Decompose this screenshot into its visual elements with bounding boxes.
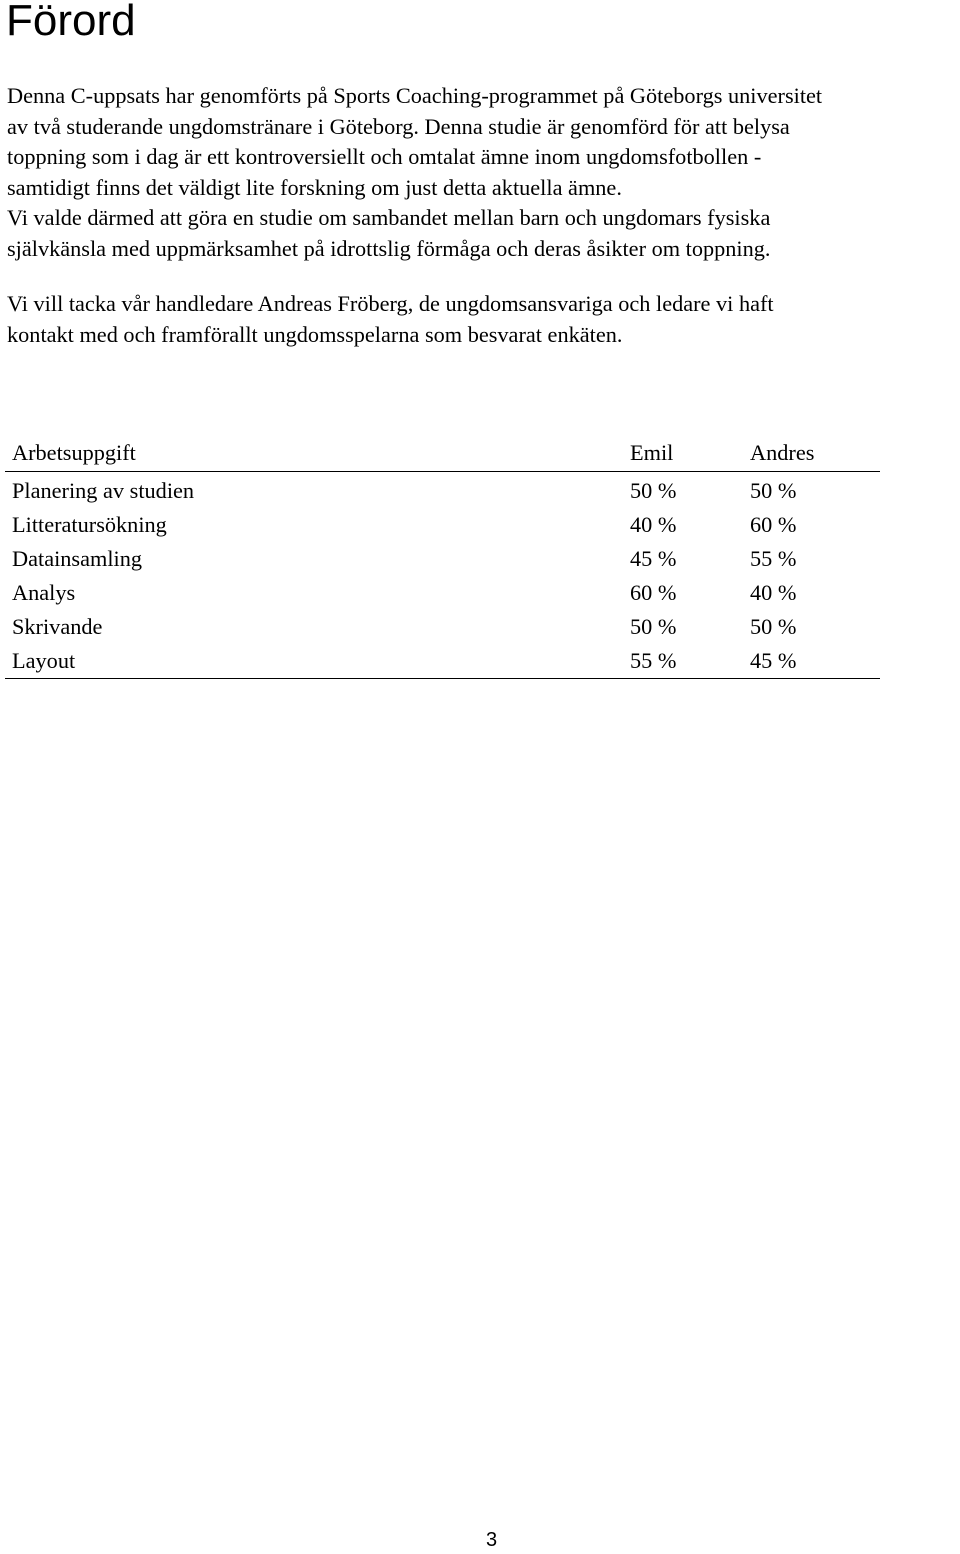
page-number: 3 [486, 1529, 498, 1551]
table-row [5, 546, 880, 580]
acknowledgement-paragraph [7, 289, 774, 350]
header-andres: Andres [750, 440, 815, 465]
work-distribution-table [5, 442, 880, 679]
emil-cell: 40 % [630, 512, 677, 537]
andres-cell: 50 % [750, 478, 797, 503]
andres-cell: 45 % [750, 648, 797, 673]
paragraph-line: toppning som i dag är ett kontroversiellt och omtalat ämne inom ungdomsfotbollen - [7, 144, 762, 169]
table-header-row [5, 442, 880, 472]
page-heading: Förord [6, 0, 136, 45]
emil-cell: 50 % [630, 614, 677, 639]
task-cell: Planering av studien [12, 478, 195, 503]
emil-cell: 45 % [630, 546, 677, 571]
emil-cell: 60 % [630, 580, 677, 605]
table-row [5, 512, 880, 546]
task-cell: Analys [12, 580, 76, 605]
paragraph-line: Vi valde därmed att göra en studie om sambandet mellan barn och ungdomars fysiska [7, 205, 771, 230]
table-row [5, 614, 880, 648]
header-emil: Emil [630, 440, 674, 465]
andres-cell: 50 % [750, 614, 797, 639]
task-cell: Litteratursökning [12, 512, 167, 537]
paragraph-line: Vi vill tacka vår handledare Andreas Fröberg, de ungdomsansvariga och ledare vi haft [7, 291, 774, 316]
task-cell: Datainsamling [12, 546, 143, 571]
table-row [5, 580, 880, 614]
intro-paragraph [7, 81, 822, 264]
paragraph-line: Denna C-uppsats har genomförts på Sports Coaching-programmet på Göteborgs universitet [7, 83, 823, 108]
andres-cell: 55 % [750, 546, 797, 571]
paragraph-line: självkänsla med uppmärksamhet på idrottslig förmåga och deras åsikter om toppning. [7, 235, 771, 261]
task-cell: Layout [12, 648, 76, 673]
table-row [5, 478, 880, 512]
emil-cell: 55 % [630, 648, 677, 673]
table-row [5, 648, 880, 678]
andres-cell: 40 % [750, 580, 797, 605]
paragraph-line: samtidigt finns det väldigt lite forskning om just detta aktuella ämne. [7, 174, 622, 200]
table-body [5, 472, 880, 679]
emil-cell: 50 % [630, 478, 677, 503]
andres-cell: 60 % [750, 512, 797, 537]
paragraph-line: av två studerande ungdomstränare i Göteborg. Denna studie är genomförd för att belysa [7, 113, 790, 139]
task-cell: Skrivande [12, 614, 103, 639]
paragraph-line: kontakt med och framförallt ungdomsspelarna som besvarat enkäten. [7, 321, 623, 347]
header-task: Arbetsuppgift [12, 440, 136, 465]
